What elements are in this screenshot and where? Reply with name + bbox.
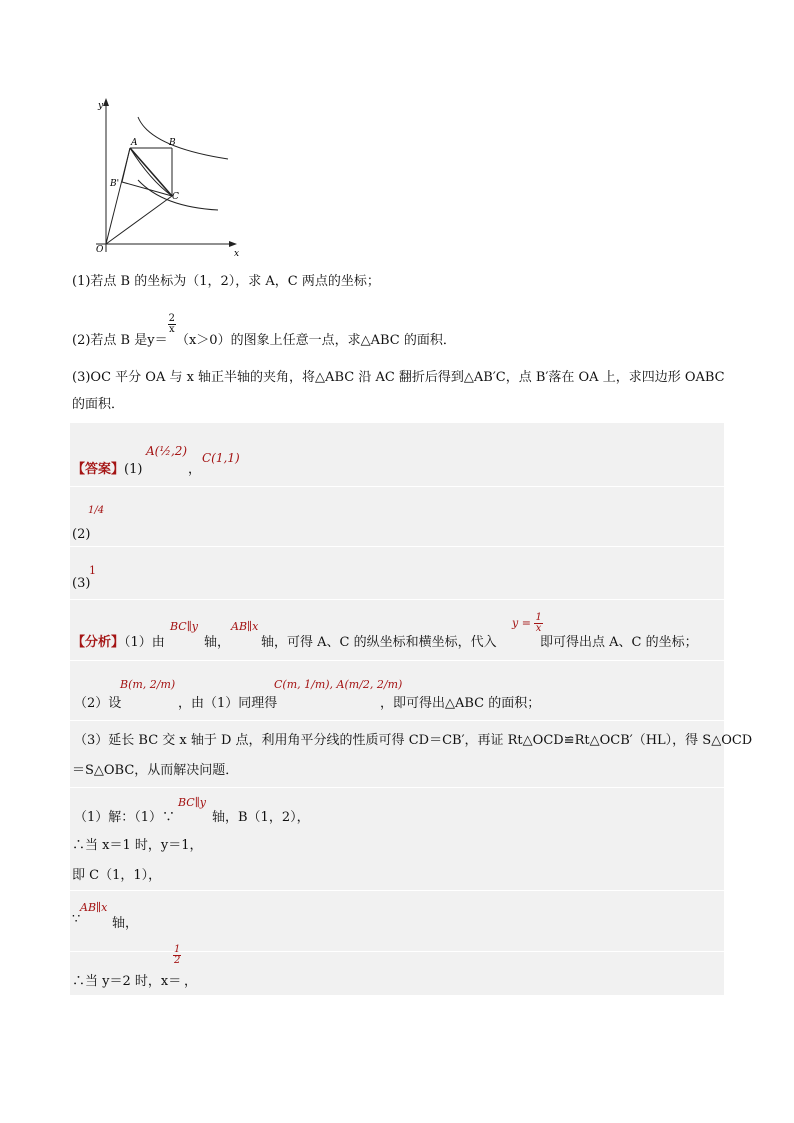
solution-5a: ∴当 y＝2 时，x＝ <box>72 974 182 989</box>
x-axis-arrow-icon <box>229 241 237 247</box>
analysis-1a: （1）由 <box>124 635 165 650</box>
answer-2-label: (2) <box>72 527 91 542</box>
answer-1-sep: ， <box>188 462 202 477</box>
analysis-1c: 轴，可得 A、C 的纵坐标和横坐标，代入 <box>261 635 497 650</box>
answer-1-a-text: A(½,2) <box>146 444 188 458</box>
analysis-1b: 轴， <box>204 635 231 650</box>
divider <box>70 951 724 952</box>
analysis-b-expr: B(m, 2/m) <box>120 678 176 691</box>
question-2-pre: (2)若点 B 是 <box>72 333 148 348</box>
solution-frac <box>173 945 181 966</box>
label-x: x <box>234 249 240 259</box>
analysis-ab-parallel: AB∥x <box>231 620 259 633</box>
question-2-fraction <box>168 314 176 335</box>
answer-line-1 <box>72 458 142 477</box>
segment-ab-prime <box>122 148 130 182</box>
label-o: O <box>96 245 104 255</box>
answer-2-value: 1/4 <box>88 505 105 516</box>
analysis-equation <box>512 613 543 634</box>
label-a: A <box>131 138 138 148</box>
y-axis-arrow-icon <box>103 98 109 106</box>
divider <box>70 599 724 600</box>
question-3-line2: 的面积． <box>72 397 125 412</box>
solution-1a: （1）解：（1）∵ <box>74 810 176 825</box>
divider <box>70 546 724 547</box>
solution-2: ∴当 x＝1 时，y＝1， <box>72 838 203 853</box>
question-2 <box>72 313 456 351</box>
hyperbola-upper <box>138 117 228 159</box>
analysis-1d: 即可得出点 A、C 的坐标； <box>540 635 698 650</box>
divider <box>70 720 724 721</box>
segment-ac <box>130 148 172 196</box>
answer-3-label: (3) <box>72 576 91 591</box>
label-b: B <box>169 138 176 148</box>
question-2-post: （x＞0）的图象上任意一点，求△ABC 的面积． <box>175 333 456 348</box>
s5-num: 1 <box>174 944 181 955</box>
analysis-eq-y: y = <box>512 616 531 630</box>
solution-5-frac <box>173 945 181 966</box>
solution-5b: ， <box>184 974 198 989</box>
answer-1-value-a <box>146 444 187 458</box>
question-2-y: y＝ <box>147 333 168 348</box>
solution-ab-parallel: AB∥x <box>80 901 108 914</box>
eq-num: 1 <box>535 612 542 623</box>
function-graph-figure <box>88 92 248 262</box>
frac-num: 2 <box>168 313 175 324</box>
question-1: (1)若点 B 的坐标为（1，2），求 A，C 两点的坐标； <box>72 274 380 289</box>
divider <box>70 890 724 891</box>
analysis-2a: （2）设 <box>74 696 122 711</box>
label-b-prime: B' <box>110 179 120 189</box>
answer-1-label: (1) <box>124 462 143 477</box>
divider <box>70 787 724 788</box>
solution-4b: 轴， <box>112 916 139 931</box>
analysis-tag: 【分析】 <box>72 635 125 650</box>
answer-tag: 【答案】 <box>72 462 125 477</box>
analysis-2b: ，由（1）同理得 <box>178 696 278 711</box>
analysis-bc-parallel: BC∥y <box>170 620 198 633</box>
solution-1b: 轴，B（1，2）， <box>212 810 310 825</box>
divider <box>70 486 724 487</box>
solution-3: 即 C（1，1）， <box>72 868 162 883</box>
analysis-c-a-expr: C(m, 1/m), A(m/2, 2/m) <box>274 678 403 691</box>
analysis-3: （3）延长 BC 交 x 轴于 D 点，利用角平分线的性质可得 CD＝CB′，再证 Rt△OCD≌Rt△OCB′（HL），得 S△OCD <box>74 733 753 748</box>
eq-den: x <box>535 623 542 634</box>
answer-1-value-c: C(1,1) <box>202 451 240 465</box>
question-3-line1: (3)OC 平分 OA 与 x 轴正半轴的夹角，将△ABC 沿 AC 翻折后得到△AB′C，点 B′落在 OA 上，求四边形 OABC <box>72 370 725 385</box>
solution-4a: ∵ <box>72 912 81 927</box>
segment-b-prime-c <box>122 182 172 196</box>
answer-3-value: 1 <box>89 564 96 577</box>
s5-den: 2 <box>174 955 181 966</box>
frac-den: x <box>168 324 175 335</box>
solution-bc-parallel: BC∥y <box>178 796 206 809</box>
divider <box>70 660 724 661</box>
analysis-4: ＝S△OBC，从而解决问题． <box>72 763 239 778</box>
analysis-2c: ，即可得出△ABC 的面积； <box>380 696 541 711</box>
analysis-line-1 <box>72 631 165 650</box>
label-c: C <box>172 192 179 202</box>
label-y: y <box>98 101 104 111</box>
